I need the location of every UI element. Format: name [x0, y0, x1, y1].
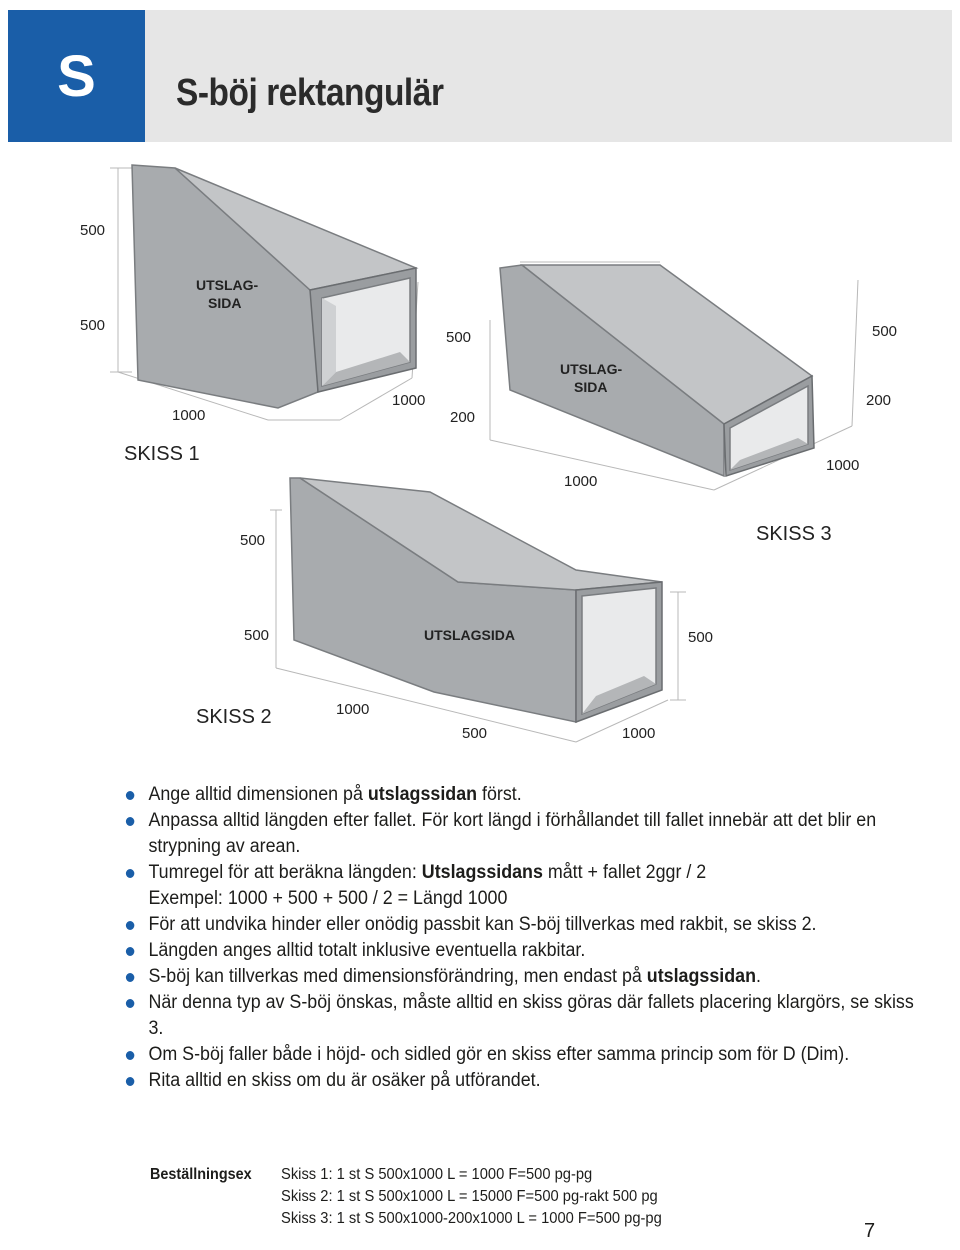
skiss1-dim-left: 500 [80, 317, 106, 334]
order-lines [281, 1164, 695, 1230]
list-item: Tumregel för att beräkna längden: Utslagssidans mått + fallet 2ggr / 2 Exempel: 1000 + 500 + 500 / 2 = Längd 1000 [124, 860, 929, 912]
page-number: 7 [864, 1220, 876, 1242]
skiss2-dim-length: 1000 [336, 701, 370, 718]
skiss2-dim-width: 1000 [622, 725, 656, 742]
skiss2-dim-left-bottom: 500 [244, 627, 270, 644]
order-line: Skiss 3: 1 st S 500x1000-200x1000 L = 1000 F=500 pg-pg [281, 1210, 662, 1227]
page-title: S-böj rektangulär [176, 72, 444, 114]
skiss3-side-label-2: SIDA [574, 379, 608, 395]
skiss-1-drawing [110, 165, 418, 420]
skiss3-dim-right-bottom: 200 [866, 392, 892, 409]
section-tab: S [8, 10, 145, 142]
duct-sketches [0, 140, 960, 760]
list-item: Om S-böj faller både i höjd- och sidled gör en skiss efter samma princip som för D (Dim). [124, 1042, 929, 1068]
header-bar [8, 10, 952, 142]
skiss3-dim-left-bottom: 200 [450, 409, 476, 426]
skiss-2-drawing [270, 478, 686, 742]
list-item: Rita alltid en skiss om du är osäker på utförandet. [124, 1068, 929, 1094]
list-item: S-böj kan tillverkas med dimensionsförändring, men endast på utslagssidan. [124, 964, 929, 990]
skiss2-side-label: UTSLAGSIDA [424, 627, 515, 643]
skiss1-dim-length: 1000 [172, 407, 206, 424]
guideline-list [124, 782, 914, 1094]
list-item: Ange alltid dimensionen på utslagssidan först. [124, 782, 929, 808]
skiss3-dim-left-top: 500 [446, 329, 472, 346]
skiss3-dim-right-top: 500 [872, 323, 898, 340]
skiss3-dim-width: 1000 [826, 457, 860, 474]
skiss3-caption: SKISS 3 [756, 523, 832, 545]
list-item: Längden anges alltid totalt inklusive eventuella rakbitar. [124, 938, 929, 964]
skiss1-side-label-2: SIDA [208, 295, 242, 311]
skiss1-side-label-1: UTSLAG- [196, 277, 259, 293]
skiss2-caption: SKISS 2 [196, 706, 272, 728]
order-label: Beställningsex [150, 1166, 252, 1183]
list-item: För att undvika hinder eller onödig passbit kan S-böj tillverkas med rakbit, se skiss 2. [124, 912, 929, 938]
skiss1-caption: SKISS 1 [124, 443, 200, 465]
skiss2-dim-right: 500 [688, 629, 714, 646]
skiss3-side-label-1: UTSLAG- [560, 361, 623, 377]
skiss3-dim-length: 1000 [564, 473, 598, 490]
skiss2-dim-left-top: 500 [240, 532, 266, 549]
list-item: Anpassa alltid längden efter fallet. För kort längd i förhållandet till fallet innebär att det blir en strypning av arean. [124, 808, 929, 860]
skiss-3-drawing [490, 262, 858, 490]
skiss1-dim-width: 1000 [392, 392, 426, 409]
order-line: Skiss 1: 1 st S 500x1000 L = 1000 F=500 pg-pg [281, 1166, 593, 1183]
order-line: Skiss 2: 1 st S 500x1000 L = 15000 F=500 pg-rakt 500 pg [281, 1188, 658, 1205]
skiss2-dim-straight: 500 [462, 725, 488, 742]
skiss1-dim-top: 500 [80, 222, 106, 239]
list-item: När denna typ av S-böj önskas, måste alltid en skiss göras där fallets placering klargörs, se skiss 3. [124, 990, 929, 1042]
